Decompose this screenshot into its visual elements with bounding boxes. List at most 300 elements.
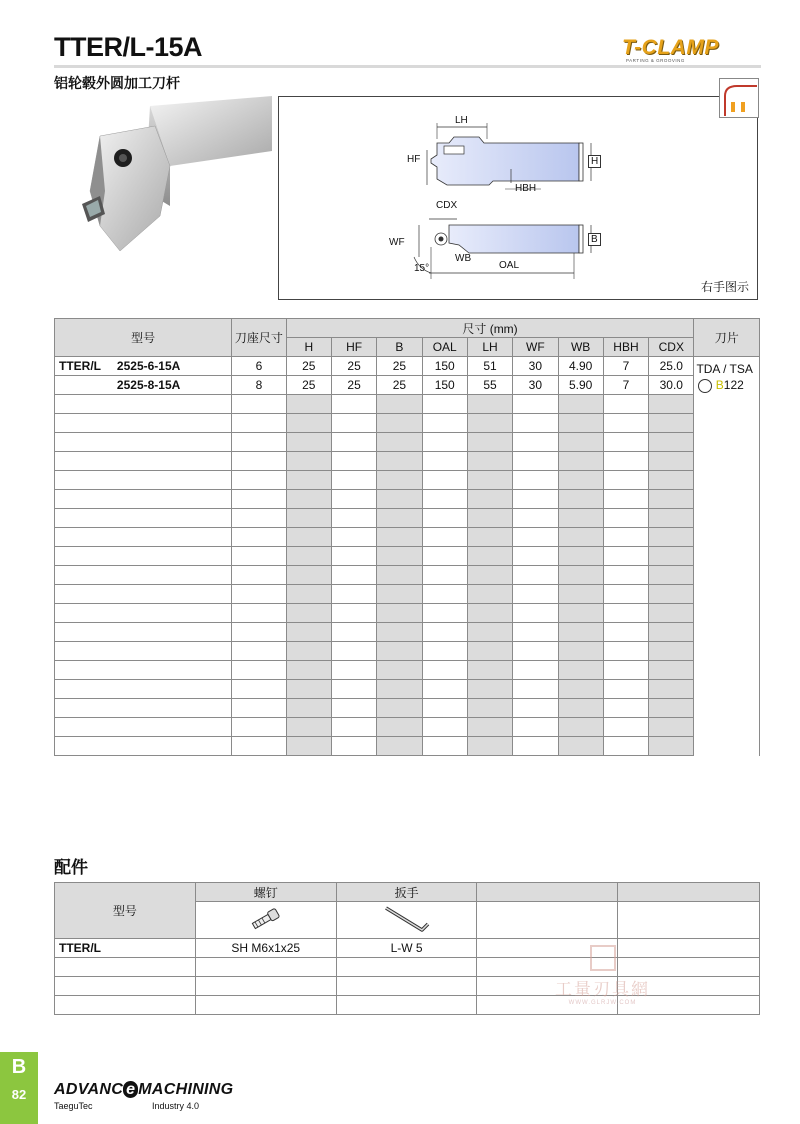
- empty-cell: [331, 623, 376, 642]
- empty-cell: [55, 471, 115, 490]
- dim-lh: 55: [467, 376, 512, 395]
- empty-cell: [232, 452, 286, 471]
- empty-cell: [422, 661, 467, 680]
- empty-cell: [422, 452, 467, 471]
- label-angle: 15°: [414, 263, 430, 274]
- screw-icon-cell: [195, 902, 336, 939]
- empty-cell: [377, 395, 422, 414]
- empty-cell: [467, 604, 512, 623]
- empty-cell: [649, 661, 694, 680]
- empty-cell: [55, 718, 115, 737]
- empty-cell: [558, 452, 603, 471]
- empty-cell: [232, 585, 286, 604]
- table-row-empty: [55, 737, 760, 756]
- empty-cell: [286, 528, 331, 547]
- dimension-diagram: [278, 96, 758, 300]
- empty-cell: [115, 699, 232, 718]
- empty-cell: [115, 623, 232, 642]
- empty-cell: [232, 547, 286, 566]
- empty-cell: [422, 718, 467, 737]
- col-hf: HF: [331, 338, 376, 357]
- header-insert: 刀片: [694, 319, 760, 357]
- empty-cell: [649, 699, 694, 718]
- empty-cell: [115, 566, 232, 585]
- empty-cell: [331, 737, 376, 756]
- reference-page: 122: [723, 378, 744, 392]
- empty-cell: [422, 680, 467, 699]
- col-lh: LH: [467, 338, 512, 357]
- empty-cell: [286, 452, 331, 471]
- empty-cell: [513, 604, 558, 623]
- dim-wf: 30: [513, 376, 558, 395]
- empty-cell: [649, 509, 694, 528]
- brand-tagline: PARTING & GROOVING: [626, 58, 685, 63]
- dim-hf: 25: [331, 376, 376, 395]
- empty-cell: [603, 737, 648, 756]
- empty-cell: [331, 604, 376, 623]
- empty-cell: [649, 566, 694, 585]
- empty-cell: [467, 471, 512, 490]
- empty-cell: [558, 585, 603, 604]
- tool-holder-image: [60, 96, 275, 256]
- empty-cell: [558, 395, 603, 414]
- empty-cell: [331, 699, 376, 718]
- empty-cell: [603, 433, 648, 452]
- acc-header-blank: [477, 883, 618, 902]
- holder-size: 8: [232, 376, 286, 395]
- watermark-url: WWW.GLRJW.COM: [568, 1000, 637, 1006]
- empty-cell: [377, 737, 422, 756]
- empty-cell: [513, 452, 558, 471]
- empty-cell: [558, 661, 603, 680]
- empty-cell: [513, 566, 558, 585]
- table-row-empty: [55, 604, 760, 623]
- empty-cell: [331, 509, 376, 528]
- empty-cell: [603, 718, 648, 737]
- empty-cell: [649, 718, 694, 737]
- dim-h: 25: [286, 357, 331, 376]
- empty-cell: [331, 661, 376, 680]
- empty-cell: [377, 528, 422, 547]
- empty-cell: [232, 490, 286, 509]
- empty-cell: [649, 623, 694, 642]
- empty-cell: [603, 680, 648, 699]
- page-title: TTER/L-15A: [54, 32, 203, 62]
- model-prefix-blank: [55, 376, 115, 395]
- empty-cell: [467, 642, 512, 661]
- empty-cell: [377, 566, 422, 585]
- empty-cell: [286, 414, 331, 433]
- empty-cell: [331, 547, 376, 566]
- empty-cell: [232, 699, 286, 718]
- table-row-empty: [55, 433, 760, 452]
- acc-blank: [618, 902, 760, 939]
- empty-cell: [331, 414, 376, 433]
- empty-cell: [377, 547, 422, 566]
- dim-wb: 5.90: [558, 376, 603, 395]
- empty-cell: [603, 471, 648, 490]
- footer-logo: [54, 1081, 233, 1099]
- brand-name: T-CLAMP: [622, 36, 719, 59]
- label-cdx: CDX: [436, 200, 458, 211]
- table-row-empty: [55, 680, 760, 699]
- empty-cell: [649, 642, 694, 661]
- empty-cell: [115, 737, 232, 756]
- empty-cell: [513, 414, 558, 433]
- empty-cell: [558, 623, 603, 642]
- label-wb: WB: [455, 253, 472, 264]
- empty-cell: [467, 452, 512, 471]
- empty-cell: [467, 547, 512, 566]
- empty-cell: [286, 471, 331, 490]
- empty-cell: [232, 661, 286, 680]
- empty-cell: [513, 395, 558, 414]
- empty-cell: [115, 642, 232, 661]
- empty-cell: [232, 509, 286, 528]
- logo-left: ADVANC: [54, 1081, 124, 1098]
- watermark-text: 工量刃具網: [555, 980, 650, 999]
- dim-lh: 51: [467, 357, 512, 376]
- dim-oal: 150: [422, 357, 467, 376]
- watermark-mark: [590, 945, 616, 971]
- label-hf: HF: [407, 154, 421, 165]
- hex-key-icon: [382, 904, 432, 934]
- wrench-icon-cell: [336, 902, 477, 939]
- empty-cell: [55, 604, 115, 623]
- empty-cell: [558, 699, 603, 718]
- empty-cell: [603, 642, 648, 661]
- empty-cell: [286, 699, 331, 718]
- empty-cell: [55, 547, 115, 566]
- empty-cell: [286, 547, 331, 566]
- empty-cell: [377, 452, 422, 471]
- logo-right: MACHINING: [138, 1081, 234, 1098]
- empty-cell: [422, 642, 467, 661]
- footer-tagline: Industry 4.0: [152, 1101, 200, 1111]
- table-row-empty: [55, 642, 760, 661]
- empty-cell: [558, 528, 603, 547]
- label-lh: LH: [455, 115, 468, 126]
- acc-screw: SH M6x1x25: [195, 939, 336, 958]
- empty-cell: [286, 509, 331, 528]
- empty-cell: [603, 414, 648, 433]
- empty-cell: [286, 718, 331, 737]
- empty-cell: [55, 958, 196, 977]
- empty-cell: [115, 452, 232, 471]
- empty-cell: [286, 661, 331, 680]
- empty-cell: [55, 452, 115, 471]
- table-row-empty: [55, 414, 760, 433]
- insert-types: TDA / TSA: [696, 362, 753, 376]
- empty-cell: [377, 623, 422, 642]
- empty-cell: [232, 737, 286, 756]
- empty-cell: [377, 642, 422, 661]
- empty-cell: [513, 547, 558, 566]
- empty-cell: [422, 623, 467, 642]
- empty-cell: [558, 718, 603, 737]
- table-row-empty: [55, 395, 760, 414]
- dim-b: 25: [377, 376, 422, 395]
- accessories-heading: 配件: [54, 858, 88, 877]
- table-row-empty: [55, 718, 760, 737]
- page-tab: [0, 1052, 38, 1124]
- table-row-empty: [55, 452, 760, 471]
- empty-cell: [467, 414, 512, 433]
- empty-cell: [55, 395, 115, 414]
- empty-cell: [603, 623, 648, 642]
- empty-cell: [603, 585, 648, 604]
- col-b: B: [377, 338, 422, 357]
- empty-cell: [377, 661, 422, 680]
- table-row-empty: [55, 623, 760, 642]
- empty-cell: [467, 661, 512, 680]
- empty-cell: [558, 471, 603, 490]
- empty-cell: [195, 958, 336, 977]
- acc-blank: [477, 902, 618, 939]
- dim-b: 25: [377, 357, 422, 376]
- page-subtitle: 铝轮毂外圆加工刀杆: [54, 75, 180, 91]
- empty-cell: [55, 737, 115, 756]
- empty-cell: [649, 547, 694, 566]
- empty-cell: [115, 547, 232, 566]
- table-row-empty: [55, 566, 760, 585]
- empty-cell: [513, 471, 558, 490]
- wheel-machining-icon: [719, 78, 759, 118]
- empty-cell: [55, 433, 115, 452]
- logo-e: e: [123, 1081, 138, 1098]
- empty-cell: [232, 471, 286, 490]
- empty-cell: [558, 737, 603, 756]
- empty-cell: [422, 414, 467, 433]
- empty-cell: [649, 490, 694, 509]
- empty-cell: [232, 718, 286, 737]
- table-row-empty: [55, 661, 760, 680]
- empty-cell: [115, 471, 232, 490]
- empty-cell: [513, 699, 558, 718]
- empty-cell: [55, 566, 115, 585]
- watermark: [535, 945, 670, 1005]
- empty-cell: [232, 680, 286, 699]
- empty-cell: [336, 958, 477, 977]
- empty-cell: [513, 528, 558, 547]
- empty-cell: [467, 566, 512, 585]
- empty-cell: [377, 433, 422, 452]
- empty-cell: [55, 996, 196, 1015]
- table-row-empty: [55, 699, 760, 718]
- empty-cell: [232, 604, 286, 623]
- empty-cell: [377, 604, 422, 623]
- empty-cell: [649, 680, 694, 699]
- empty-cell: [115, 395, 232, 414]
- dim-hbh: 7: [603, 357, 648, 376]
- empty-cell: [513, 433, 558, 452]
- empty-cell: [558, 604, 603, 623]
- empty-cell: [115, 528, 232, 547]
- header-model: 型号: [55, 319, 232, 357]
- empty-cell: [558, 433, 603, 452]
- empty-cell: [195, 977, 336, 996]
- col-oal: OAL: [422, 338, 467, 357]
- empty-cell: [336, 977, 477, 996]
- empty-cell: [513, 718, 558, 737]
- empty-cell: [195, 996, 336, 1015]
- acc-model: TTER/L: [55, 939, 196, 958]
- empty-cell: [331, 433, 376, 452]
- empty-cell: [558, 547, 603, 566]
- empty-cell: [422, 699, 467, 718]
- empty-cell: [467, 699, 512, 718]
- empty-cell: [467, 718, 512, 737]
- empty-cell: [55, 490, 115, 509]
- empty-cell: [232, 433, 286, 452]
- empty-cell: [331, 395, 376, 414]
- empty-cell: [422, 433, 467, 452]
- acc-header-screw: 螺钉: [195, 883, 336, 902]
- empty-cell: [232, 395, 286, 414]
- header-dimensions: 尺寸 (mm): [286, 319, 694, 338]
- empty-cell: [331, 566, 376, 585]
- page-number: 82: [11, 1087, 27, 1102]
- empty-cell: [513, 661, 558, 680]
- empty-cell: [232, 623, 286, 642]
- empty-cell: [377, 699, 422, 718]
- empty-cell: [649, 737, 694, 756]
- empty-cell: [603, 452, 648, 471]
- empty-cell: [55, 623, 115, 642]
- brand-logo: [622, 36, 760, 63]
- empty-cell: [603, 547, 648, 566]
- dim-oal: 150: [422, 376, 467, 395]
- table-row-empty: [55, 509, 760, 528]
- header-holder-size: 刀座尺寸: [232, 319, 286, 357]
- empty-cell: [377, 414, 422, 433]
- empty-cell: [115, 680, 232, 699]
- empty-cell: [603, 528, 648, 547]
- empty-cell: [467, 395, 512, 414]
- empty-cell: [422, 547, 467, 566]
- empty-cell: [467, 623, 512, 642]
- label-wf: WF: [389, 237, 405, 248]
- section-letter: B: [11, 1056, 27, 1078]
- insert-reference[interactable]: [696, 377, 757, 393]
- table-row-empty: [55, 528, 760, 547]
- acc-header-model: 型号: [55, 883, 196, 939]
- table-row-empty: [55, 547, 760, 566]
- empty-cell: [115, 490, 232, 509]
- empty-cell: [422, 395, 467, 414]
- empty-cell: [331, 718, 376, 737]
- empty-cell: [115, 414, 232, 433]
- empty-cell: [55, 977, 196, 996]
- label-hbh: HBH: [515, 183, 537, 194]
- model-code: 2525-8-15A: [115, 376, 232, 395]
- empty-cell: [558, 566, 603, 585]
- col-hbh: HBH: [603, 338, 648, 357]
- empty-cell: [649, 452, 694, 471]
- footer-company: TaeguTec: [54, 1101, 93, 1111]
- empty-cell: [467, 509, 512, 528]
- model-prefix: TTER/L: [55, 357, 115, 376]
- empty-cell: [55, 642, 115, 661]
- model-code: 2525-6-15A: [115, 357, 232, 376]
- empty-cell: [467, 737, 512, 756]
- empty-cell: [603, 699, 648, 718]
- empty-cell: [115, 433, 232, 452]
- table-row-empty: [55, 471, 760, 490]
- empty-cell: [286, 490, 331, 509]
- empty-cell: [336, 996, 477, 1015]
- empty-cell: [286, 585, 331, 604]
- empty-cell: [422, 737, 467, 756]
- dim-h: 25: [286, 376, 331, 395]
- empty-cell: [649, 528, 694, 547]
- label-h: H: [588, 155, 601, 168]
- empty-cell: [286, 737, 331, 756]
- empty-cell: [467, 490, 512, 509]
- acc-header-blank: [618, 883, 760, 902]
- empty-cell: [377, 509, 422, 528]
- empty-cell: [603, 395, 648, 414]
- empty-cell: [513, 642, 558, 661]
- empty-cell: [467, 585, 512, 604]
- empty-cell: [513, 623, 558, 642]
- empty-cell: [377, 718, 422, 737]
- empty-cell: [377, 585, 422, 604]
- empty-cell: [422, 509, 467, 528]
- empty-cell: [55, 585, 115, 604]
- empty-cell: [331, 680, 376, 699]
- empty-cell: [422, 490, 467, 509]
- dim-hbh: 7: [603, 376, 648, 395]
- insert-cell: [694, 357, 760, 756]
- col-wb: WB: [558, 338, 603, 357]
- empty-cell: [513, 737, 558, 756]
- empty-cell: [422, 604, 467, 623]
- empty-cell: [513, 585, 558, 604]
- empty-cell: [649, 604, 694, 623]
- col-cdx: CDX: [649, 338, 694, 357]
- empty-cell: [331, 585, 376, 604]
- empty-cell: [331, 642, 376, 661]
- table-row: [55, 357, 760, 376]
- empty-cell: [286, 566, 331, 585]
- empty-cell: [649, 471, 694, 490]
- empty-cell: [603, 509, 648, 528]
- magnifier-icon: [698, 379, 712, 393]
- empty-cell: [422, 528, 467, 547]
- title-divider: [54, 65, 761, 68]
- empty-cell: [603, 604, 648, 623]
- empty-cell: [55, 414, 115, 433]
- empty-cell: [331, 528, 376, 547]
- table-row-empty: [55, 490, 760, 509]
- empty-cell: [115, 585, 232, 604]
- empty-cell: [115, 661, 232, 680]
- empty-cell: [115, 718, 232, 737]
- empty-cell: [422, 566, 467, 585]
- empty-cell: [467, 433, 512, 452]
- empty-cell: [467, 680, 512, 699]
- reference-letter: B: [715, 378, 724, 392]
- empty-cell: [377, 680, 422, 699]
- acc-wrench: L-W 5: [336, 939, 477, 958]
- empty-cell: [115, 604, 232, 623]
- empty-cell: [377, 490, 422, 509]
- label-oal: OAL: [499, 260, 520, 271]
- empty-cell: [55, 528, 115, 547]
- empty-cell: [55, 680, 115, 699]
- empty-cell: [603, 566, 648, 585]
